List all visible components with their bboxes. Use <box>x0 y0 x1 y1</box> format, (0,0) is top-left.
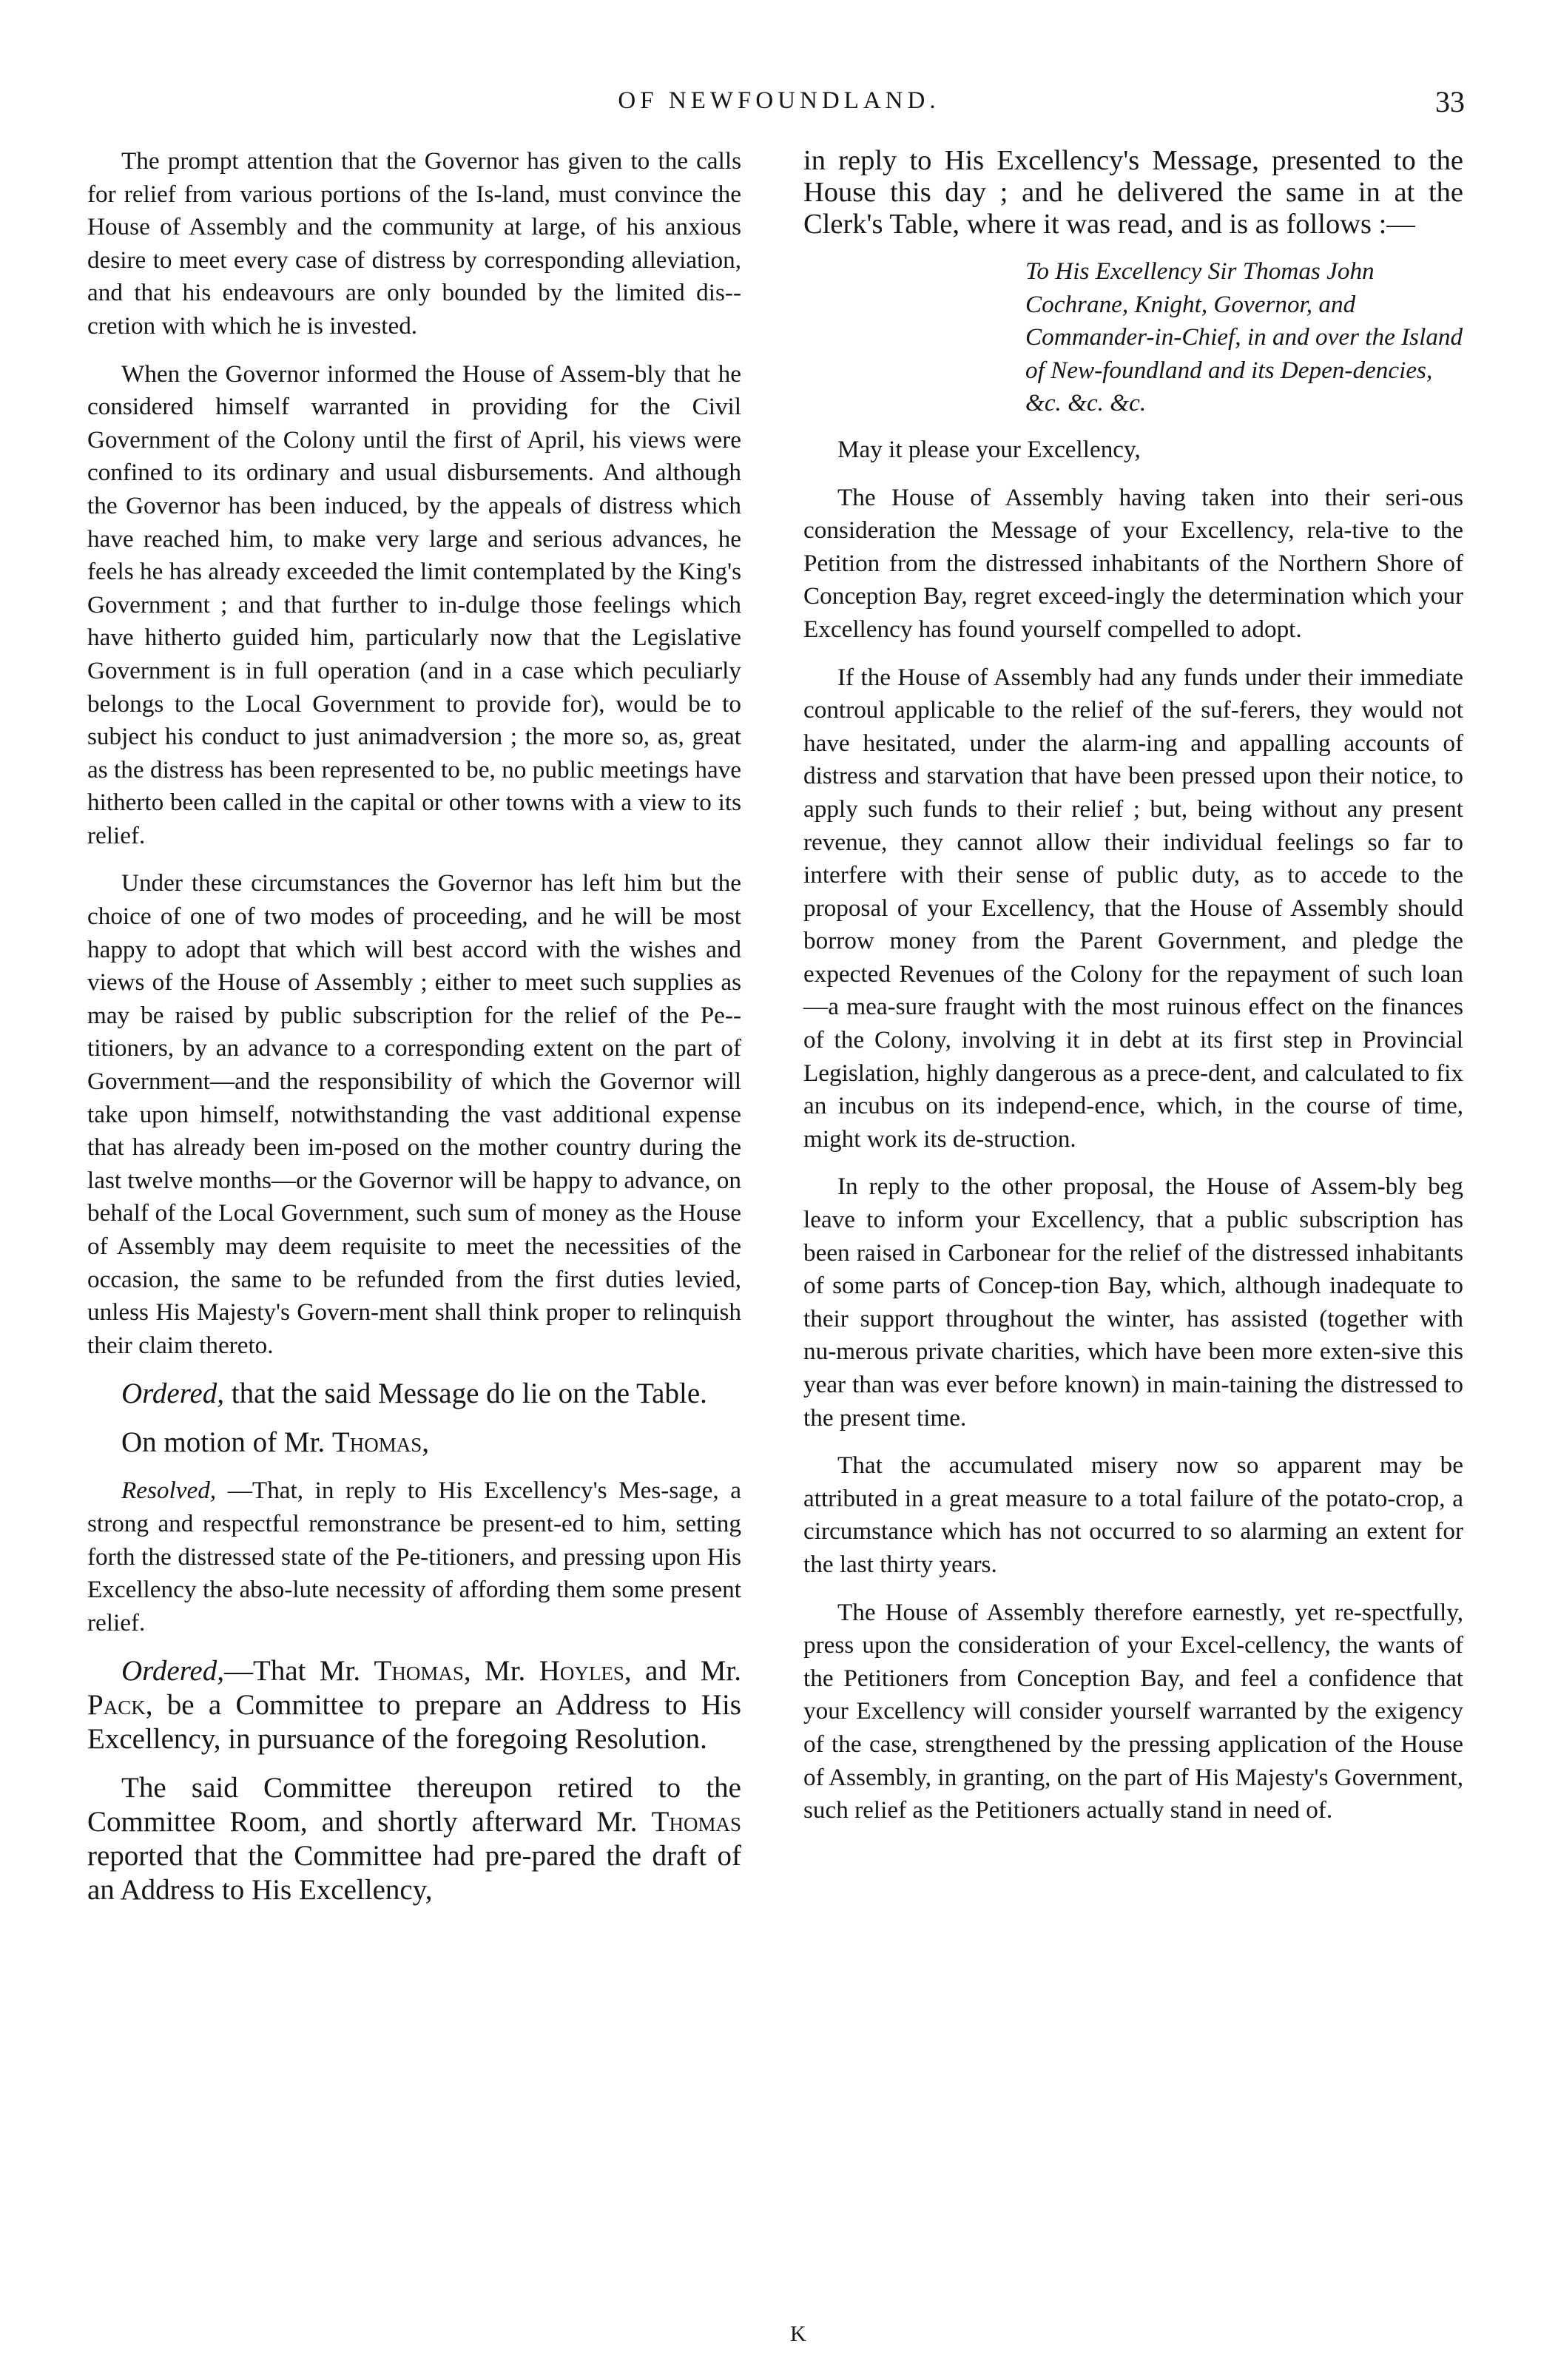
ordered-committee-text-d: , be a Committee to prepare an Address to His Excellency, in pursuance of the foregoing Resolution. <box>87 1689 741 1756</box>
page-header <box>0 87 1558 132</box>
ordered-committee-text-c: , and Mr. <box>624 1655 742 1688</box>
paragraph-earnest-request: The House of Assembly therefore earnestly, yet re-spectfully, press upon the consideration of your Excel-cellency, the wants of the Petitioners from Conception Bay, and feel a confidence that your Excellency will consider yourself warranted by the exigency of the case, strengthened by the pressing application of the House of Assembly, in granting, on the part of His Majesty's Government, such relief as the Petitioners actually stand in need of. <box>803 1598 1463 1824</box>
motion-text: On motion of Mr. <box>121 1426 332 1459</box>
ordered-lie-on-table <box>87 1377 741 1411</box>
resolved-paragraph <box>87 1474 741 1639</box>
motion-line <box>87 1426 741 1460</box>
paragraph-serious-consideration: The House of Assembly having taken into their seri-ous consideration the Message of your Excellency, rela-tive to the Petition from the distressed inhabitants of the Northern Shore of Conception Bay, regret exceed-ingly the determination which your Excellency has found yourself compelled to adopt. <box>803 483 1463 643</box>
right-column <box>803 145 1463 1842</box>
running-title: OF NEWFOUNDLAND. <box>618 87 940 114</box>
ordered-label: Ordered, <box>121 1378 224 1410</box>
page-number: 33 <box>1435 85 1465 118</box>
left-column <box>87 145 741 1922</box>
paragraph-civil-government: When the Governor informed the House of Assem-bly that he considered himself warranted in providing for the Civil Government of the Colony until the first of April, his views were confined to its ordinary and usual disbursements. And although the Governor has been induced, by the appeals of distress which have reached him, to make very large and serious advances, he feels he has already exceeded the limit contemplated by the King's Government ; and that further to in-dulge those feelings which have hitherto guided him, particularly now that the Legislative Government is in full operation (and in a case which peculiarly belongs to the Local Government to provide for), would be to subject his conduct to just animadversion ; the more so, as, great as the distress has been represented to be, no public meetings have hitherto been called in the capital or other towns with a view to its relief. <box>87 360 741 849</box>
ordered-committee-paragraph <box>87 1654 741 1756</box>
paragraph-modes-of-proceeding: Under these circumstances the Governor has left him but the choice of one of two modes of proceeding, and he will be most happy to adopt that which will best accord with the wishes and views of the House of Assembly ; either to meet such supplies as may be raised by public subscription for the relief of the Pe-titioners, by an advance to a corresponding extent on the part of Government—and the responsibility of which the Governor will take upon himself, notwithstanding the vast additional expense that has already been im-posed on the mother country during the last twelve months—or the Governor will be happy to advance, on behalf of the Local Government, such sum of money as the House of Assembly may deem requisite to meet the necessities of the occasion, the same to be refunded from the first duties levied, unless His Majesty's Govern-ment shall think proper to relinquish their claim thereto. <box>87 869 741 1359</box>
committee-text-b: reported that the Committee had pre-pared the draft of an Address to His Excellency, <box>87 1840 741 1907</box>
signature-mark: K <box>790 2322 806 2346</box>
ordered-committee-text-b: , Mr. <box>463 1655 539 1688</box>
member-thomas: Thomas <box>374 1655 464 1688</box>
ordered-committee-label: Ordered, <box>121 1655 224 1688</box>
salutation: May it please your Excellency, <box>837 435 1141 463</box>
paragraph-funds: If the House of Assembly had any funds under their immediate controul applicable to the relief of the suf-ferers, they would not have hesitated, under the alarm-ing and appalling accounts of distress and starvation that have been pressed upon their notice, to apply such funds to their relief ; but, being without any present revenue, they cannot allow their individual feelings so far to interfere with their sense of public duty, as to accede to the proposal of your Excellency, that the House of Assembly should borrow money from the Parent Government, and pledge the expected Revenues of the Colony for the repayment of such loan—a mea-sure fraught with the most ruinous effect on the finances of the Colony, involving it in debt at its first step in Provincial Legislation, highly dangerous as a prece-dent, and calculated to fix an incubus on its independ-ence, which, in the course of time, might work its de-struction. <box>803 663 1463 1153</box>
addressee-block: To His Excellency Sir Thomas John Cochrane, Knight, Governor, and Commander-in-Chief, in and over the Island of New-foundland and its Depen-dencies, &c. &c. &c. <box>1025 257 1463 417</box>
resolved-label: Resolved, <box>121 1477 217 1505</box>
ordered-committee-text-a: —That Mr. <box>224 1655 374 1688</box>
resolved-text: —That, in reply to His Excellency's Mes-sage, a strong and respectful remonstrance be present-ed to him, setting forth the distressed state of the Pe-titioners, and pressing upon His Excellency the abso-lute necessity of affording them some present relief. <box>87 1477 741 1636</box>
member-hoyles: Hoyles <box>539 1655 624 1688</box>
committee-text-a: The said Committee thereupon retired to the Committee Room, and shortly afterward Mr. <box>87 1772 741 1838</box>
paragraph-potato-crop: That the accumulated misery now so apparent may be attributed in a great measure to a total failure of the potato-crop, a circumstance which has not occurred to so alarming an extent for the last thirty years. <box>803 1452 1463 1578</box>
motion-name: Thomas, <box>331 1426 430 1459</box>
member-pack: Pack <box>87 1689 146 1722</box>
committee-thomas: Thomas <box>651 1806 741 1838</box>
paragraph-governor-attention: The prompt attention that the Governor has given to the calls for relief from various portions of the Is-land, must convince the House of Assembly and the community at large, of his anxious desire to meet every case of distress by corresponding alleviation, and that his endeavours are only bounded by the limited dis-cretion with which he is invested. <box>87 147 741 340</box>
paragraph-reply-message: in reply to His Excellency's Message, presented to the House this day ; and he delivered the same in at the Clerk's Table, where it was read, and is as follows :— <box>803 145 1463 240</box>
paragraph-other-proposal: In reply to the other proposal, the House of Assem-bly beg leave to inform your Excellency, that a public subscription has been raised in Carbonear for the relief of the distressed inhabitants of some parts of Concep-tion Bay, which, although inadequate to their support throughout the winter, has assisted (together with nu-merous private charities, which have been more exten-sive this year than was ever before known) in main-taining the distressed to the present time. <box>803 1173 1463 1432</box>
committee-report-paragraph <box>87 1771 741 1907</box>
ordered-text: that the said Message do lie on the Table. <box>224 1378 707 1410</box>
